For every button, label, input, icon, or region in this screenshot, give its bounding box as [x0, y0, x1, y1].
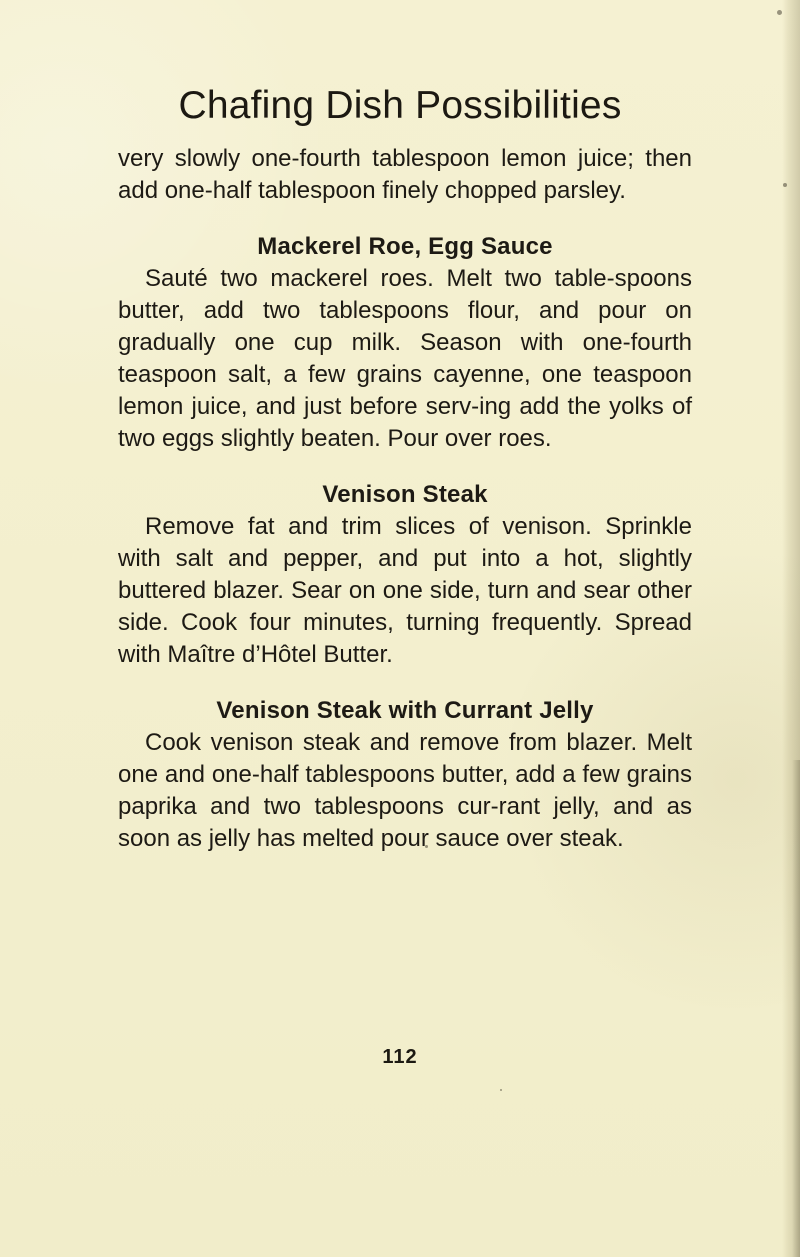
- paper-speck: [783, 183, 787, 187]
- page-content: [118, 143, 692, 855]
- section-text-venison-steak: Remove fat and trim slices of venison. Sprinkle with salt and pepper, and put into a hot, slightly buttered blazer. Sear on one side, turn and sear other side. Cook four minutes, turning frequently. Spread with Maître d’Hôtel Butter.: [118, 513, 692, 668]
- page-number: 112: [382, 1046, 418, 1068]
- section-heading-venison-steak: Venison Steak: [322, 481, 488, 508]
- page-title: Chafing Dish Possibilities: [178, 84, 622, 127]
- intro-paragraph: very slowly one-fourth tablespoon lemon juice; then add one-half tablespoon finely chopped parsley.: [118, 145, 692, 204]
- paper-speck: [777, 10, 782, 15]
- page-edge-wear: [792, 760, 800, 1257]
- section-text-mackerel-roe-egg-sauce: Sauté two mackerel roes. Melt two table-spoons butter, add two tablespoons flour, and pour on gradually one cup milk. Season with one-fourth teaspoon salt, a few grains cayenne, one teaspoon lemon juice, and just before serv-ing add the yolks of two eggs slightly beaten. Pour over roes.: [118, 265, 692, 452]
- section-heading-venison-steak-currant-jelly: Venison Steak with Currant Jelly: [216, 697, 594, 724]
- paper-speck: [425, 845, 428, 848]
- paper-speck: [500, 1089, 502, 1091]
- section-heading-mackerel-roe-egg-sauce: Mackerel Roe, Egg Sauce: [257, 233, 553, 260]
- paper-speck: [640, 800, 642, 802]
- section-text-venison-steak-currant-jelly: Cook venison steak and remove from blazer. Melt one and one-half tablespoons butter, add a few grains paprika and two tablespoons cur-rant jelly, and as soon as jelly has melted pour sauce over steak.: [118, 729, 692, 852]
